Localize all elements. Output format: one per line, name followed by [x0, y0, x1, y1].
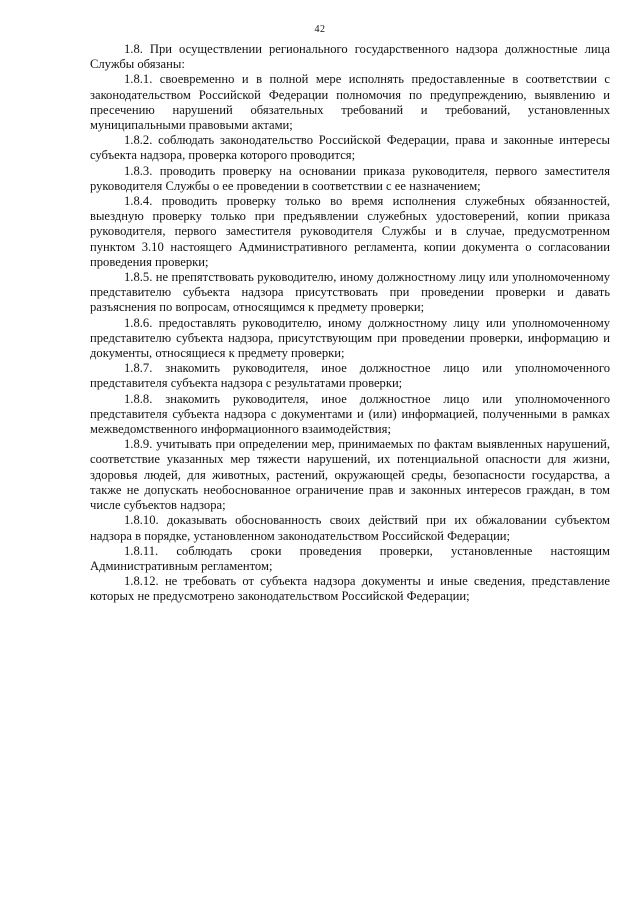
paragraph-number: 1.8.1. — [124, 72, 153, 87]
paragraph-text: не требовать от субъекта надзора документы и иные сведения, представление которых не предусмотрено законодательством Российской Федерации; — [90, 574, 610, 604]
paragraph-1-8-4 — [90, 194, 610, 270]
paragraph-number: 1.8.9. — [124, 437, 153, 452]
paragraph-text: соблюдать сроки проведения проверки, установленные настоящим Административным регламентом; — [90, 543, 610, 573]
paragraph-1-8-8 — [90, 392, 610, 438]
paragraph-number: 1.8. — [124, 42, 143, 56]
paragraph-1-8-3 — [90, 164, 610, 194]
paragraph-text: знакомить руководителя, иное должностное лицо или уполномоченного представителя субъекта надзора с результатами проверки; — [90, 361, 611, 391]
paragraph-number: 1.8.5. — [124, 270, 153, 285]
paragraph-number: 1.8.10. — [124, 513, 159, 528]
paragraph-text: доказывать обоснованность своих действий при их обжаловании субъектом надзора в порядке, установленном законодательством Российской Федерации; — [90, 513, 611, 543]
paragraph-number: 1.8.2. — [124, 133, 153, 148]
paragraph-text: При осуществлении регионального государственного надзора должностные лица Службы обязаны: — [90, 42, 610, 72]
paragraph-text: проводить проверку только во время исполнения служебных обязанностей, выездную проверку только при предъявлении служебных удостоверений, копии приказа руководителя, первого заместителя руководителя Службы и в случае, предусмотренном пунктом 3.10 настоящего Административного регламента, копии документа о согласовании проведения проверки; — [90, 194, 610, 269]
paragraph-number: 1.8.3. — [124, 163, 153, 178]
paragraph-text: знакомить руководителя, иное должностное лицо или уполномоченного представителя субъекта надзора с документами и (или) информацией, полученными в рамках межведомственного информационного взаимодействия; — [90, 391, 611, 437]
paragraph-number: 1.8.11. — [124, 543, 159, 558]
paragraph-1-8-9 — [90, 437, 610, 513]
paragraph-text: соблюдать законодательство Российской Федерации, права и законные интересы субъекта надзора, проверка которого проводится; — [90, 133, 611, 163]
document-body — [90, 42, 610, 605]
page-number: 42 — [314, 24, 326, 35]
paragraph-1-8-1 — [90, 72, 610, 133]
paragraph-number: 1.8.8. — [124, 391, 153, 406]
paragraph-number: 1.8.4. — [124, 194, 153, 209]
paragraph-text: проводить проверку на основании приказа руководителя, первого заместителя руководителя Службы о ее проведении в соответствии с ее назначением; — [90, 163, 610, 193]
paragraph-1-8-5 — [90, 270, 610, 316]
paragraph-text: учитывать при определении мер, принимаемых по фактам выявленных нарушений, соответствие указанных мер тяжести нарушений, их потенциальной опасности для жизни, здоровья людей, для животных, растений, окружающей среды, безопасности государства, а также не допускать необоснованное ограничение прав и законных интересов граждан, в том числе субъектов надзора; — [90, 437, 610, 513]
paragraph-number: 1.8.7. — [124, 361, 153, 376]
paragraph-number: 1.8.12. — [124, 574, 159, 589]
paragraph-1-8-12 — [90, 574, 610, 604]
paragraph-1-8-7 — [90, 361, 610, 391]
paragraph-1-8 — [90, 42, 610, 72]
paragraph-number: 1.8.6. — [124, 315, 153, 330]
paragraph-text: предоставлять руководителю, иному должностному лицу или уполномоченному представителю субъекта надзора, присутствующим при проведении проверки, информацию и документы, относящиеся к предмету проверки; — [90, 315, 610, 361]
paragraph-1-8-11 — [90, 544, 610, 574]
paragraph-1-8-6 — [90, 316, 610, 362]
paragraph-1-8-10 — [90, 513, 610, 543]
paragraph-text: не препятствовать руководителю, иному должностному лицу или уполномоченному представителю субъекта надзора присутствовать при проведении проверки и давать разъяснения по вопросам, относящимся к предмету проверки; — [90, 270, 610, 315]
paragraph-1-8-2 — [90, 133, 610, 163]
paragraph-text: своевременно и в полной мере исполнять предоставленные в соответствии с законодательством Российской Федерации полномочия по предупреждению, выявлению и пресечению нарушений обязательных требований и требований, установленных муниципальными правовыми актами; — [90, 72, 610, 133]
